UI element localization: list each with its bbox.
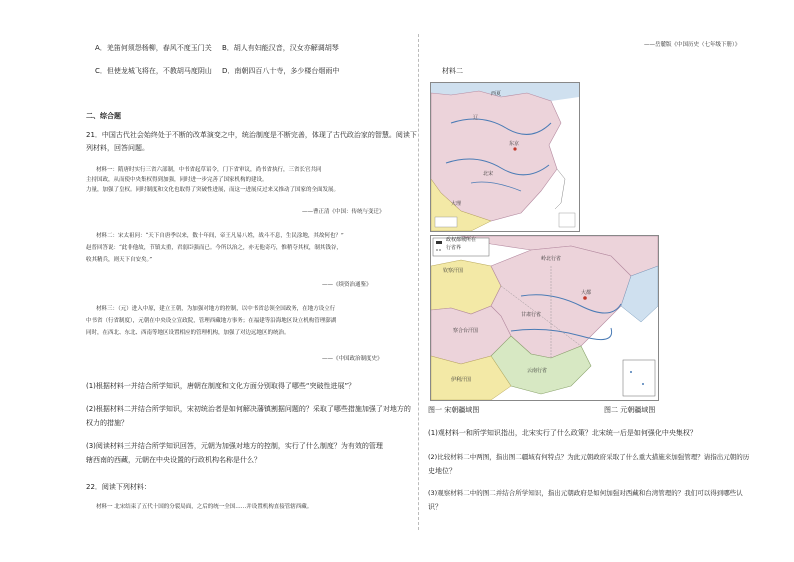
svg-text:东京: 东京 (509, 141, 520, 147)
section-title: 二、综合题 (86, 112, 121, 120)
map1-caption: 图一 宋朝疆域图 (428, 406, 480, 414)
material1-source: ——曹正清《中国：传统与变迁》 (302, 209, 385, 215)
material2-line3: 收其精兵，则天下自安矣。” (86, 257, 153, 263)
material1-line3: 力量，加强了皇权。同时制度和文化也取得了突破性进展，而这一进展反过来又推动了国家的全面发展。 (86, 187, 340, 193)
svg-text:钦察汗国: 钦察汗国 (443, 268, 464, 274)
subquestion-3-line1: (3)阅读材料三并结合所学知识回答，元朝为加强对地方的控制，实行了什么制度？为有效的管理 (86, 442, 383, 450)
column-divider (418, 34, 419, 530)
material2-label: 材料二 (442, 67, 463, 75)
map2-caption: 图二 元朝疆域图 (604, 406, 656, 414)
material3-line1: 材料三：（元）进入中原，建立王朝，为加强对地方的控制，以中书省总领全国政务，在地方设立行 (96, 306, 336, 312)
svg-text:大理: 大理 (451, 201, 462, 207)
svg-text:大都: 大都 (581, 290, 592, 296)
subquestion-1: (1)根据材料一并结合所学知识，唐朝在制度和文化方面分别取得了哪些“突破性进展”？ (86, 382, 356, 390)
yuan-dynasty-map (430, 235, 659, 401)
material2-line1: 材料二：宋太祖问：“天下自唐季以来，数十年间，帝王凡易八姓，战斗不息，生民涂地，其故何也？” (96, 233, 344, 239)
svg-text:甘肃行省: 甘肃行省 (521, 312, 542, 318)
right-question-2-line2: 史地位？ (428, 467, 456, 475)
option-a: A．羌笛何须怨杨柳，春风不度玉门关 (95, 44, 212, 52)
svg-text:北宋: 北宋 (483, 171, 494, 177)
svg-text:察合台汗国: 察合台汗国 (453, 328, 479, 334)
material2-source: ——《续资治通鉴》 (322, 282, 372, 288)
capital-marker (583, 296, 587, 300)
option-d: D．南朝四百八十寺，多少楼台烟雨中 (222, 67, 340, 75)
map1-label-top: 西夏 (491, 91, 502, 97)
subquestion-2-line1: (2)根据材料二并结合所学知识，宋初统治者是如何解决藩镇割据问题的？采取了哪些措施加强了对地方的 (86, 405, 411, 413)
right-question-3-line2: 识？ (428, 503, 442, 511)
material3-line2: 中书省（行省制度），元朝在中央设立宣政院，管理西藏地方事务；在福建等沿海地区设立机构管理澎湖 (86, 318, 337, 324)
q22-title: 22．阅读下列材料： (86, 483, 151, 491)
right-question-2-line1: (2)比较材料二中两图，指出图二疆域有何特点？为此元朝政府采取了什么重大措施来加强管理？请指出元朝的历 (428, 453, 750, 461)
capital-marker (513, 147, 516, 150)
svg-text:岭北行省: 岭北行省 (541, 256, 562, 262)
material1-line1: 材料一：隋唐时实行三省六部制，中书省起草诏令，门下省审议，尚书省执行，三省长官共同 (96, 167, 322, 173)
q21-text-line2: 列材料，回答问题。 (86, 144, 149, 152)
right-question-1: (1)观材料一和所学知识指出，北宋实行了什么政策？北宋统一后是如何强化中央集权？ (428, 429, 697, 437)
subquestion-3-line2: 辖西南的西藏，元朝在中央设置的行政机构名称是什么？ (86, 456, 261, 464)
option-c: C．但使龙城飞将在，不教胡马度阴山 (95, 67, 212, 75)
q22-material1: 材料一 北宋结束了五代十国的分裂局面，之后的统一全国……并设置机构直接管辖西藏。 (96, 504, 313, 510)
svg-text:伊利汗国: 伊利汗国 (451, 377, 472, 383)
right-question-3-line1: (3)观察材料二中的图二并结合所学知识，指出元朝政府是如何加强对西藏和台湾管理的？我们可以得到哪些认 (428, 489, 743, 497)
option-b: B．胡人有妇能汉音，汉女亦解调胡琴 (222, 44, 339, 52)
material3-line3: 同时，在西北、东北、西南等地区设置相应的管理机构，加强了对边远地区的统治。 (86, 330, 290, 336)
material1-line2: 主持国政，从而使中央集权得到加强，同时进一步完善了国家机构的建设。 (86, 177, 268, 183)
material2-line2: 赵普回答说：“此非他故，节镇太重，君弱臣强而已。今所以治之，亦无他奇巧，惟稍夺其权，制其钱谷， (86, 245, 342, 251)
svg-text:辽: 辽 (473, 115, 479, 121)
source-top: ——岳麓版《中国历史（七年级下册）》 (644, 42, 741, 48)
legend-capital: 政权都城所在 (446, 237, 477, 243)
legend-border: 行省界 (446, 245, 462, 251)
svg-text:云南行省: 云南行省 (527, 368, 548, 374)
material3-source: ——《中国政治制度史》 (322, 356, 383, 362)
right-column (426, 0, 794, 562)
song-dynasty-map (430, 82, 580, 232)
subquestion-2-line2: 权力的措施？ (86, 419, 128, 427)
q21-text-line1: 21．中国古代社会始终处于不断的改革演变之中，统治制度是不断完善，体现了古代政治家的智慧。阅读下 (86, 131, 417, 139)
